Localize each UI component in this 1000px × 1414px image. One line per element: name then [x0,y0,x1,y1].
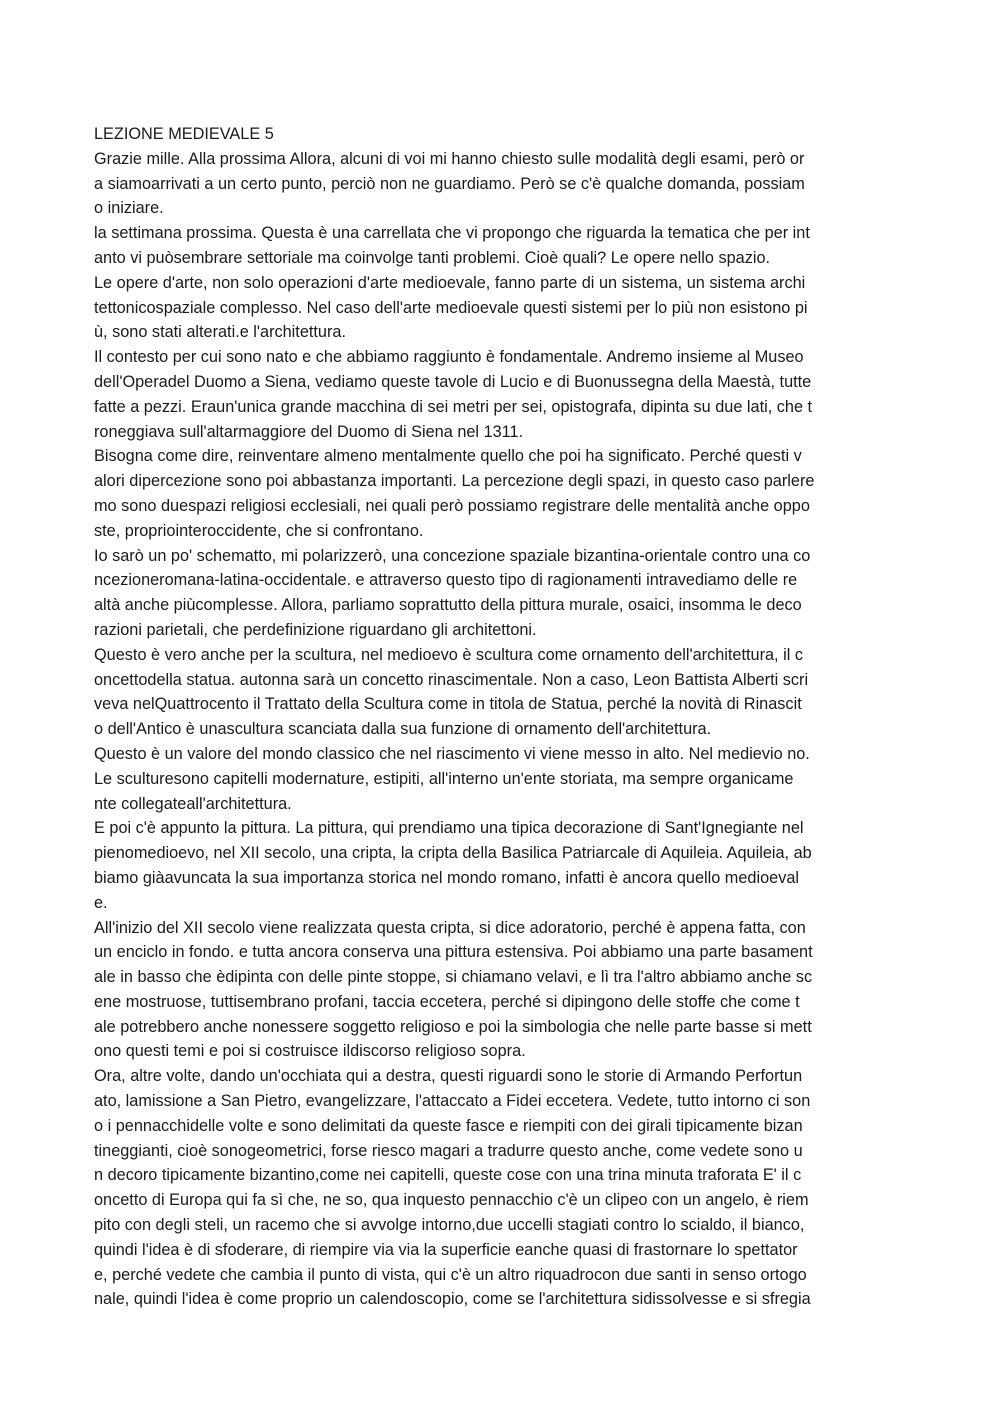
text-line: n decoro tipicamente bizantino,come nei capitelli, queste cose con una trina minuta traforata E' il c [94,1166,802,1185]
text-line: e. [94,893,108,912]
text-line: anto vi puòsembrare settoriale ma coinvolge tanti problemi. Cioè quali? Le opere nello spazio. [94,248,771,267]
text-line: o dell'Antico è unascultura scanciata dalla sua funzione di ornamento dell'architettura. [94,720,712,739]
text-line: ato, lamissione a San Pietro, evangelizzare, l'attaccato a Fidei eccetera. Vedete, tutto intorno ci son [94,1092,811,1111]
text-line: Le sculturesono capitelli modernature, estipiti, all'interno un'ente storiata, ma sempre organicame [94,769,794,788]
text-line: oncettodella statua. autonna sarà un concetto rinascimentale. Non a caso, Leon Battista Alberti scri [94,670,809,689]
text-line: altà anche piùcomplesse. Allora, parliamo soprattutto della pittura murale, osaici, insomma le deco [94,596,802,615]
text-line: Il contesto per cui sono nato e che abbiamo raggiunto è fondamentale. Andremo insieme al Museo [94,348,804,367]
text-line: quindi l'idea è di sfoderare, di riempire via via la superficie eanche quasi di frastornare lo spettator [94,1240,798,1259]
text-line: Grazie mille. Alla prossima Allora, alcuni di voi mi hanno chiesto sulle modalità degli esami, però or [94,149,805,168]
document-title: LEZIONE MEDIEVALE 5 [94,125,274,143]
text-line: ono questi temi e poi si costruisce ildiscorso religioso sopra. [94,1042,526,1061]
text-line: la settimana prossima. Questa è una carrellata che vi propongo che riguarda la tematica che per int [94,224,810,243]
text-line: tineggianti, cioè sonogeometrici, forse riesco magari a tradurre questo anche, come vedete sono u [94,1141,803,1160]
text-line: razioni parietali, che perdefinizione riguardano gli architettoni. [94,620,537,639]
text-line: oncetto di Europa qui fa sì che, ne so, qua inquesto pennacchio c'è un clipeo con un angelo, è riem [94,1191,809,1210]
text-line: veva nelQuattrocento il Trattato della Scultura come in titola de Statua, perché la novità di Rinascit [94,695,802,714]
text-line: biamo giàavuncata la sua importanza storica nel mondo romano, infatti è ancora quello medioeval [94,868,800,887]
text-line: ale potrebbero anche nonessere soggetto religioso e poi la simbologia che nelle parte basse si mett [94,1017,812,1036]
text-line: alori dipercezione sono poi abbastanza importanti. La percezione degli spazi, in questo caso parlere [94,472,815,491]
text-line: a siamoarrivati a un certo punto, perciò non ne guardiamo. Però se c'è qualche domanda, possiam [94,174,805,193]
text-line: pito con degli steli, un racemo che si avvolge intorno,due uccelli stagiati contro lo scialdo, il bianco, [94,1216,805,1235]
text-line: o iniziare. [94,199,164,218]
text-line: ù, sono stati alterati.e l'architettura. [94,323,346,342]
text-line: tettonicospaziale complesso. Nel caso dell'arte medioevale questi sistemi per lo più non esistono pi [94,298,808,317]
text-line: Le opere d'arte, non solo operazioni d'arte medioevale, fanno parte di un sistema, un sistema archi [94,273,806,292]
text-line: Questo è un valore del mondo classico che nel riascimento vi viene messo in alto. Nel medievio no. [94,744,810,763]
text-line: nte collegateall'architettura. [94,794,292,813]
document-page [94,122,914,1312]
text-line: mo sono duespazi religiosi ecclesiali, nei quali però possiamo registrare delle mentalità anche oppo [94,496,810,515]
text-line: Ora, altre volte, dando un'occhiata qui a destra, questi riguardi sono le storie di Armando Perfortun [94,1067,803,1086]
text-line: pienomedioevo, nel XII secolo, una cripta, la cripta della Basilica Patriarcale di Aquileia. Aquileia, ab [94,844,812,863]
text-line: All'inizio del XII secolo viene realizzata questa cripta, si dice adoratorio, perché è appena fatta, con [94,918,806,937]
text-line: Io sarò un po' schematto, mi polarizzerò, una concezione spaziale bizantina-orientale contro una co [94,546,811,565]
text-line: Questo è vero anche per la scultura, nel medioevo è scultura come ornamento dell'architettura, il c [94,645,803,664]
text-line: Bisogna come dire, reinventare almeno mentalmente quello che poi ha significato. Perché questi v [94,447,802,466]
text-line: o i pennacchidelle volte e sono delimitati da queste fasce e riempiti con dei girali tipicamente bizan [94,1116,803,1135]
text-line: ale in basso che èdipinta con delle pinte stoppe, si chiamano velavi, e lì tra l'altro abbiamo anche sc [94,968,813,987]
text-line: un enciclo in fondo. e tutta ancora conserva una pittura estensiva. Poi abbiamo una parte basament [94,943,813,962]
text-line: E poi c'è appunto la pittura. La pittura, qui prendiamo una tipica decorazione di Sant'Ignegiante nel [94,819,804,838]
text-line: ste, propriointeroccidente, che si confrontano. [94,521,424,540]
text-line: ncezioneromana-latina-occidentale. e attraverso questo tipo di ragionamenti intravediamo delle re [94,571,798,590]
text-line: nale, quindi l'idea è come proprio un calendoscopio, come se l'architettura sidissolvesse e si sfregia [94,1290,811,1309]
text-line: ene mostruose, tuttisembrano profani, taccia eccetera, perché si dipingono delle stoffe che come t [94,992,800,1011]
text-line: dell'Operadel Duomo a Siena, vediamo queste tavole di Lucio e di Buonussegna della Maestà, tutte [94,372,812,391]
text-line: fatte a pezzi. Eraun'unica grande macchina di sei metri per sei, opistografa, dipinta su due lati, che t [94,397,813,416]
text-line: roneggiava sull'altarmaggiore del Duomo di Siena nel 1311. [94,422,524,441]
text-line: e, perché vedete che cambia il punto di vista, qui c'è un altro riquadrocon due santi in senso ortogo [94,1265,807,1284]
